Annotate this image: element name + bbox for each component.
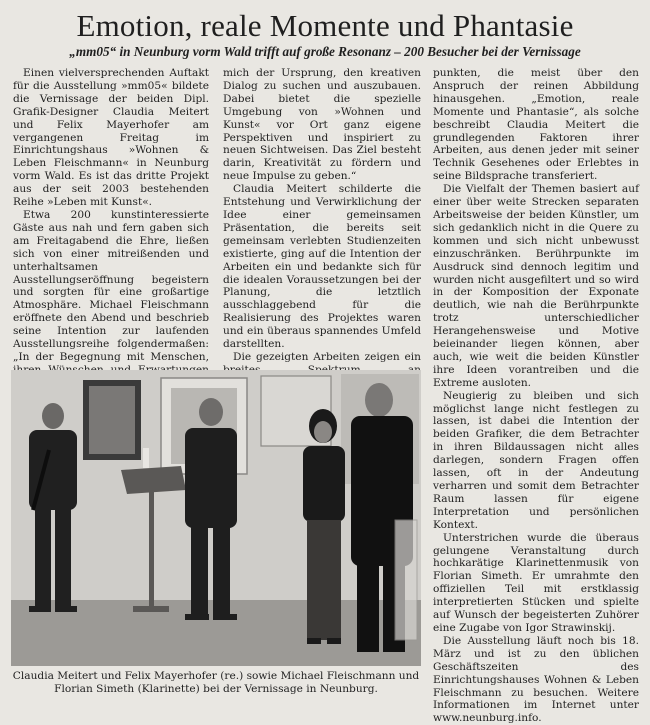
article-column-2 — [223, 67, 421, 403]
paragraph: punkten, die meist über den Anspruch der reinen Abbildung hinausgehen. „Emotion, reale Momente und Phantasie“, als solche beschreibt Claudia Meitert die grundlegenden Faktoren ihrer Arbeiten, aus denen jeder mit seiner Technik Gesehenes oder Erlebtes in seine Bildsprache transferiert. — [433, 67, 639, 183]
vernissage-photo — [11, 370, 421, 666]
paragraph: Unterstrichen wurde die überaus gelungene Veranstaltung durch hochkarätige Klarinettenmusik von Florian Simeth. Er umrahmte den offiziellen Teil mit erstklassig interpretierten Stücken und spielte auf Wunsch der begeisterten Zuhörer eine Zugabe von Igor Strawinskij. — [433, 531, 639, 634]
paragraph: Einen vielversprechenden Auftakt für die Ausstellung »mm05« bildete die Vernissage der beiden Dipl. Grafik-Designer Claudia Meitert und Felix Mayerhofer am vergangenen Freitag im Einrichtungshaus »Wohnen & Leben Fleischmann« in Neunburg vorm Wald. Es ist das dritte Projekt aus der seit 2003 bestehenden Reihe »Leben mit Kunst«. — [13, 67, 209, 209]
headline: Emotion, reale Momente und Phantasie — [76, 8, 574, 43]
article-column-3 — [433, 67, 639, 725]
paragraph: Neugierig zu bleiben und sich möglichst lange nicht festlegen zu lassen, ist dabei die Intention der beiden Grafiker, die dem Betrachter in ihren Bildaussagen nicht alles darlegen, sondern Fragen offen lassen, oft in der Andeutung verharren und somit dem Betrachter Raum lassen für eigene Interpretation und persönlichen Kontext. — [433, 389, 639, 531]
paragraph: Claudia Meitert schilderte die Entstehung und Verwirklichung der Idee einer gemeinsamen Präsentation, die bereits seit gemeinsam verlebten Studienzeiten existierte, ging auf die Intention der Arbeiten ein und bedankte sich für die idealen Voraussetzungen bei der Planung, die letztlich ausschlaggebend für die Realisierung des Projektes waren und ein überaus spannendes Umfeld darstellten. — [223, 183, 421, 351]
paragraph: Etwa 200 kunstinteressierte Gäste aus nah und fern gaben sich am Freitagabend die Ehre, ließen sich von einer mitreißenden und unterhaltsamen Ausstellungseröffnung begeistern und sorgten für eine großartige Atmosphäre. Michael Fleischmann eröffnete den Abend und beschrieb seine Intention zur laufenden Ausstellungsreihe folgendermaßen: „In der Begegnung mit Menschen, — [13, 208, 209, 363]
photo-caption: Claudia Meitert und Felix Mayerhofer (re.) sowie Michael Fleischmann und Florian Simeth (Klarinette) bei der Vernissage in Neunburg. — [12, 670, 420, 695]
article-column-1 — [13, 67, 209, 390]
paragraph: mich der Ursprung, den kreativen Dialog zu suchen und auszubauen. Dabei bietet die spezielle Umgebung von »Wohnen und Kunst« vor Ort ganz eigene Perspektiven und inspiriert zu neuen Sichtweisen. Das Ziel besteht darin, Kreativität zu fördern und neue Impulse zu geben.“ — [223, 67, 421, 183]
paragraph: Die gezeigten Arbeiten zeigen ein — [233, 350, 421, 363]
subheadline: „mm05“ in Neunburg vorm Wald trifft auf große Resonanz – 200 Besucher bei der Vernissage — [69, 44, 581, 59]
paragraph: Die Ausstellung läuft noch bis 18. März und ist zu den üblichen Geschäftszeiten des Einrichtungshauses Wohnen & Leben Fleischmann zu besuchen. Weitere Informationen im Internet unter www.neunburg.info. — [433, 634, 639, 725]
photo-illustration — [11, 370, 421, 666]
paragraph: Die Vielfalt der Themen basiert auf einer über weite Strecken separaten Arbeitsweise der beiden Künstler, um sich gedanklich nicht in die Quere zu kommen und sich nicht unbewusst einzuschränken. Berührpunkte im Ausdruck sind dennoch legitim und wurden nicht ausgefiltert und so wird in der Komposition der Exponate deutlich, wie nah die Berührpunkte trotz unterschiedlicher Herangehensweise und Motive beieinander liegen können, aber auch, wie weit die beiden Künstler ihre Ideen vorantreiben und die Extreme ausloten. — [433, 183, 639, 389]
